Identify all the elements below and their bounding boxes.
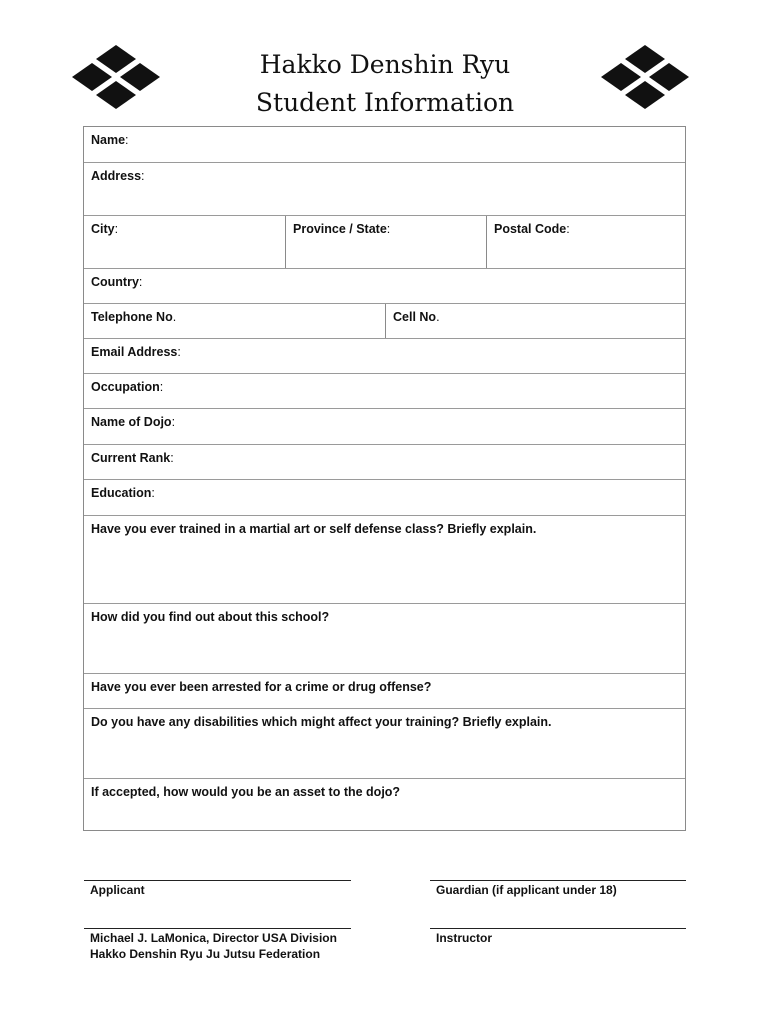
row-city-province-postal xyxy=(84,216,685,269)
rank-field[interactable] xyxy=(84,445,685,479)
director-name: Michael J. LaMonica, Director USA Division xyxy=(90,931,337,945)
row-education xyxy=(84,480,685,516)
guardian-label: Guardian (if applicant under 18) xyxy=(436,883,617,897)
postal-code-cell[interactable] xyxy=(486,216,685,268)
row-dojo xyxy=(84,409,685,445)
education-label: Education: xyxy=(91,486,155,500)
email-label: Email Address: xyxy=(91,345,181,359)
row-address xyxy=(84,163,685,216)
director-organization: Hakko Denshin Ryu Ju Jutsu Federation xyxy=(90,947,321,961)
cell-number-cell[interactable] xyxy=(385,304,685,338)
address-field[interactable] xyxy=(84,163,685,215)
country-field[interactable] xyxy=(84,269,685,303)
row-arrested xyxy=(84,674,685,709)
occupation-field[interactable] xyxy=(84,374,685,408)
row-rank xyxy=(84,445,685,480)
applicant-label: Applicant xyxy=(90,883,145,897)
row-email xyxy=(84,339,685,374)
email-field[interactable] xyxy=(84,339,685,373)
asset-question: If accepted, how would you be an asset to the dojo? xyxy=(91,785,401,799)
address-label: Address: xyxy=(91,169,145,183)
find-school-question: How did you find out about this school? xyxy=(91,610,330,624)
arrested-field[interactable] xyxy=(84,674,685,708)
disabilities-field[interactable] xyxy=(84,709,685,778)
dojo-field[interactable] xyxy=(84,409,685,444)
disabilities-question: Do you have any disabilities which might affect your training? Briefly explain. xyxy=(91,715,552,729)
city-cell[interactable] xyxy=(84,216,285,268)
row-phones xyxy=(84,304,685,339)
province-label: Province / State: xyxy=(293,222,391,236)
rank-label: Current Rank: xyxy=(91,451,174,465)
row-disabilities xyxy=(84,709,685,779)
city-label: City: xyxy=(91,222,119,236)
instructor-signature-line[interactable] xyxy=(430,928,686,929)
find-school-field[interactable] xyxy=(84,604,685,673)
student-info-form xyxy=(83,126,686,831)
director-signature-line[interactable] xyxy=(84,928,351,929)
row-name xyxy=(84,127,685,163)
instructor-label: Instructor xyxy=(436,931,493,945)
form-title: Hakko Denshin Ryu xyxy=(259,50,511,79)
postal-code-label: Postal Code: xyxy=(494,222,570,236)
martial-experience-question: Have you ever trained in a martial art or self defense class? Briefly explain. xyxy=(91,522,537,536)
applicant-signature-line[interactable] xyxy=(84,880,351,881)
province-cell[interactable] xyxy=(285,216,486,268)
occupation-label: Occupation: xyxy=(91,380,164,394)
asset-field[interactable] xyxy=(84,779,685,830)
country-label: Country: xyxy=(91,275,143,289)
row-asset xyxy=(84,779,685,830)
education-field[interactable] xyxy=(84,480,685,515)
row-martial-experience xyxy=(84,516,685,604)
dojo-label: Name of Dojo: xyxy=(91,415,176,429)
martial-experience-field[interactable] xyxy=(84,516,685,603)
telephone-label: Telephone No. xyxy=(91,310,177,324)
guardian-signature-line[interactable] xyxy=(430,880,686,881)
cell-number-label: Cell No. xyxy=(393,310,440,324)
arrested-question: Have you ever been arrested for a crime or drug offense? xyxy=(91,680,432,694)
form-subtitle: Student Information xyxy=(255,88,515,117)
telephone-cell[interactable] xyxy=(84,304,385,338)
row-occupation xyxy=(84,374,685,409)
name-label: Name: xyxy=(91,133,129,147)
row-country xyxy=(84,269,685,304)
row-find-school xyxy=(84,604,685,674)
name-field[interactable] xyxy=(84,127,685,162)
